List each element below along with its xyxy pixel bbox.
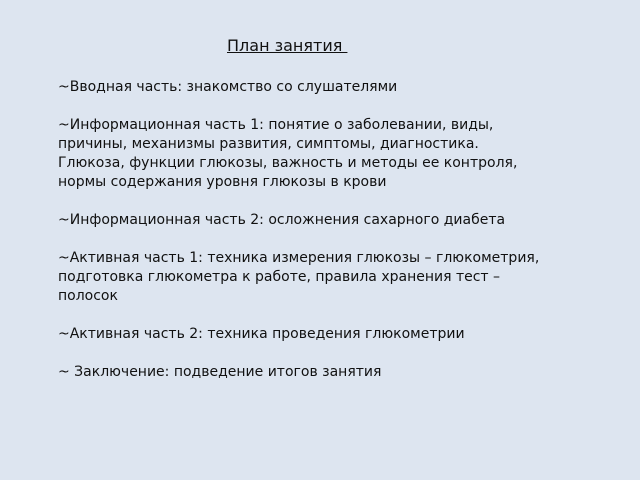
list-item: ~Активная часть 1: техника измерения глюкозы – глюкометрия, подготовка глюкометра к работе, правила хранения тест – полосок bbox=[58, 250, 540, 304]
list-item: ~Вводная часть: знакомство со слушателями bbox=[58, 79, 398, 95]
list-item: ~Информационная часть 2: осложнения сахарного диабета bbox=[58, 212, 506, 228]
list-item: ~Информационная часть 1: понятие о заболевании, виды, причины, механизмы развития, симптомы, диагностика. Глюкоза, функции глюкозы, важность и методы ее контроля, нормы содержания уровня глюкозы в крови bbox=[58, 117, 518, 190]
list-item: ~Активная часть 2: техника проведения глюкометрии bbox=[58, 326, 465, 342]
lesson-plan-list bbox=[58, 78, 578, 401]
slide-title: План занятия bbox=[227, 36, 348, 55]
list-item: ~ Заключение: подведение итогов занятия bbox=[58, 364, 382, 380]
